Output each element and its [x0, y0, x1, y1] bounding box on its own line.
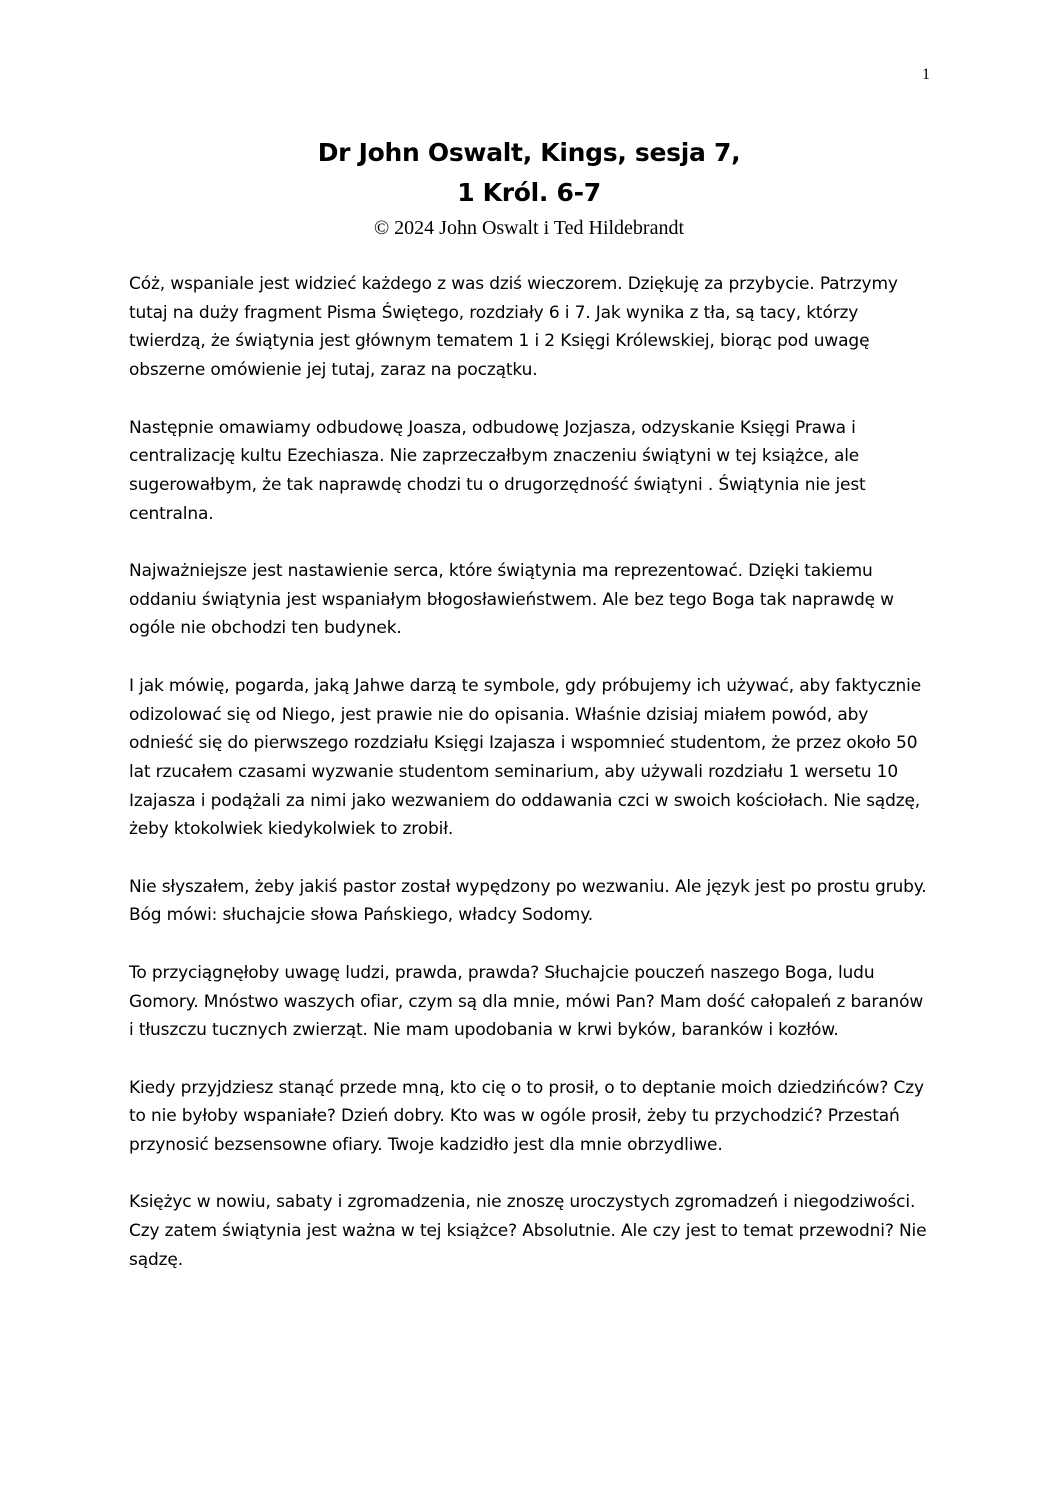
- paragraph: Najważniejsze jest nastawienie serca, które świątynia ma reprezentować. Dzięki takiemu oddaniu świątynia jest wspaniałym błogosławieństwem. Ale bez tego Boga tak naprawdę w ogóle nie obchodzi ten budynek.: [129, 561, 894, 639]
- document-body: [129, 270, 929, 1303]
- title-line-2: 1 Król. 6-7: [457, 178, 601, 207]
- paragraph: Kiedy przyjdziesz stanąć przede mną, kto cię o to prosił, o to deptanie moich dziedzińców? Czy to nie byłoby wspaniałe? Dzień dobry. Kto was w ogóle prosił, żeby tu przychodzić? Przestań przynosić bezsensowne ofiary. Twoje kadzidło jest dla mnie obrzydliwe.: [129, 1077, 924, 1155]
- paragraph: I jak mówię, pogarda, jaką Jahwe darzą te symbole, gdy próbujemy ich używać, aby faktycznie odizolować się od Niego, jest prawie nie do opisania. Właśnie dzisiaj miałem powód, aby odnieść się do pierwszego rozdziału Księgi Izajasza i wspomnieć studentom, że przez około 50 lat rzucałem czasami wyzwanie studentom seminarium, aby używali rozdziału 1 wersetu 10 Izajasza i podążali za nimi jako wezwaniem do oddawania czci w swoich kościołach. Nie sądzę, żeby ktokolwiek kiedykolwiek to zrobił.: [129, 675, 922, 840]
- paragraph: Księżyc w nowiu, sabaty i zgromadzenia, nie znoszę uroczystych zgromadzeń i niegodziwości. Czy zatem świątynia jest ważna w tej książce? Absolutnie. Ale czy jest to temat przewodni? Nie sądzę.: [129, 1192, 927, 1270]
- title-line-1: Dr John Oswalt, Kings, sesja 7,: [317, 138, 741, 167]
- paragraph: Następnie omawiamy odbudowę Joasza, odbudowę Jozjasza, odzyskanie Księgi Prawa i centralizację kultu Ezechiasza. Nie zaprzeczałbym znaczeniu świątyni w tej książce, ale sugerowałbym, że tak naprawdę chodzi tu o drugorzędność świątyni . Świątynia nie jest centralna.: [129, 417, 866, 524]
- page-title: [0, 133, 1058, 213]
- paragraph: Nie słyszałem, żeby jakiś pastor został wypędzony po wezwaniu. Ale język jest po prostu gruby. Bóg mówi: słuchajcie słowa Pańskiego, władcy Sodomy.: [129, 876, 927, 926]
- paragraph: To przyciągnęłoby uwagę ludzi, prawda, prawda? Słuchajcie pouczeń naszego Boga, ludu Gomory. Mnóstwo waszych ofiar, czym są dla mnie, mówi Pan? Mam dość całopaleń z baranów i tłuszczu tucznych zwierząt. Nie mam upodobania w krwi byków, baranków i kozłów.: [129, 962, 924, 1041]
- paragraph: Cóż, wspaniale jest widzieć każdego z was dziś wieczorem. Dziękuję za przybycie. Patrzymy tutaj na duży fragment Pisma Świętego, rozdziały 6 i 7. Jak wynika z tła, są tacy, którzy twierdzą, że świątynia jest głównym tematem 1 i 2 Księgi Królewskiej, biorąc pod uwagę obszerne omówienie jej tutaj, zaraz na początku.: [129, 274, 898, 381]
- copyright-line: © 2024 John Oswalt i Ted Hildebrandt: [373, 217, 685, 239]
- page-number: 1: [922, 66, 930, 83]
